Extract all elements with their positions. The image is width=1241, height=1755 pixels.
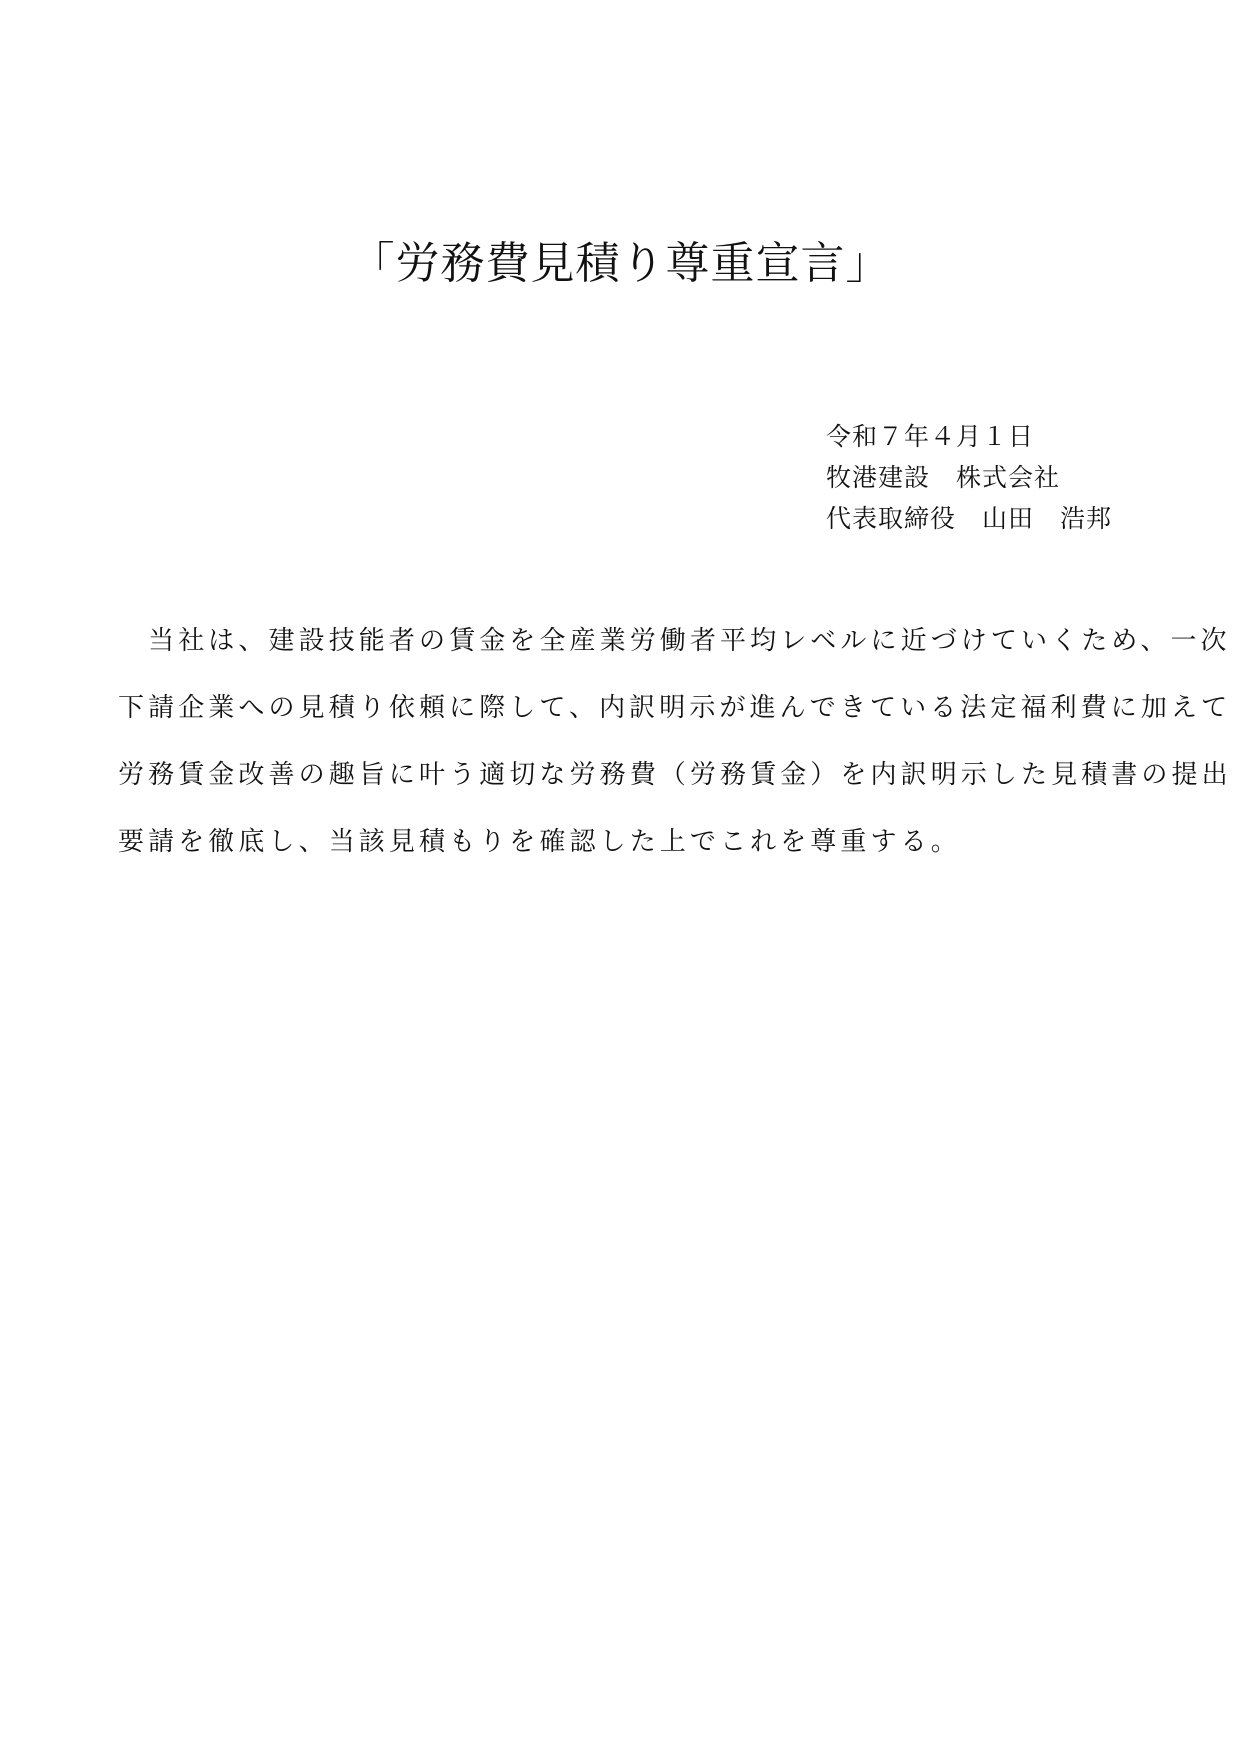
body-line-3: 労務賃金改善の趣旨に叶う適切な労務費（労務賃金）を内訳明示した見積書の提出 <box>118 760 1232 790</box>
declaration-body <box>118 608 1232 876</box>
document-title: 「労務費見積り尊重宣言」 <box>350 238 891 289</box>
issuer-block <box>826 416 1156 539</box>
company-name: 牧港建設 株式会社 <box>826 463 1061 492</box>
representative-name: 代表取締役 山田 浩邦 <box>826 504 1113 533</box>
body-line-2: 下請企業への見積り依頼に際して、内訳明示が進んできている法定福利費に加えて <box>118 693 1232 723</box>
body-line-1: 当社は、建設技能者の賃金を全産業労働者平均レベルに近づけていくため、一次 <box>118 626 1231 656</box>
body-line-4: 要請を徹底し、当該見積もりを確認した上でこれを尊重する。 <box>118 827 961 857</box>
issue-date: 令和７年４月１日 <box>826 422 1035 451</box>
